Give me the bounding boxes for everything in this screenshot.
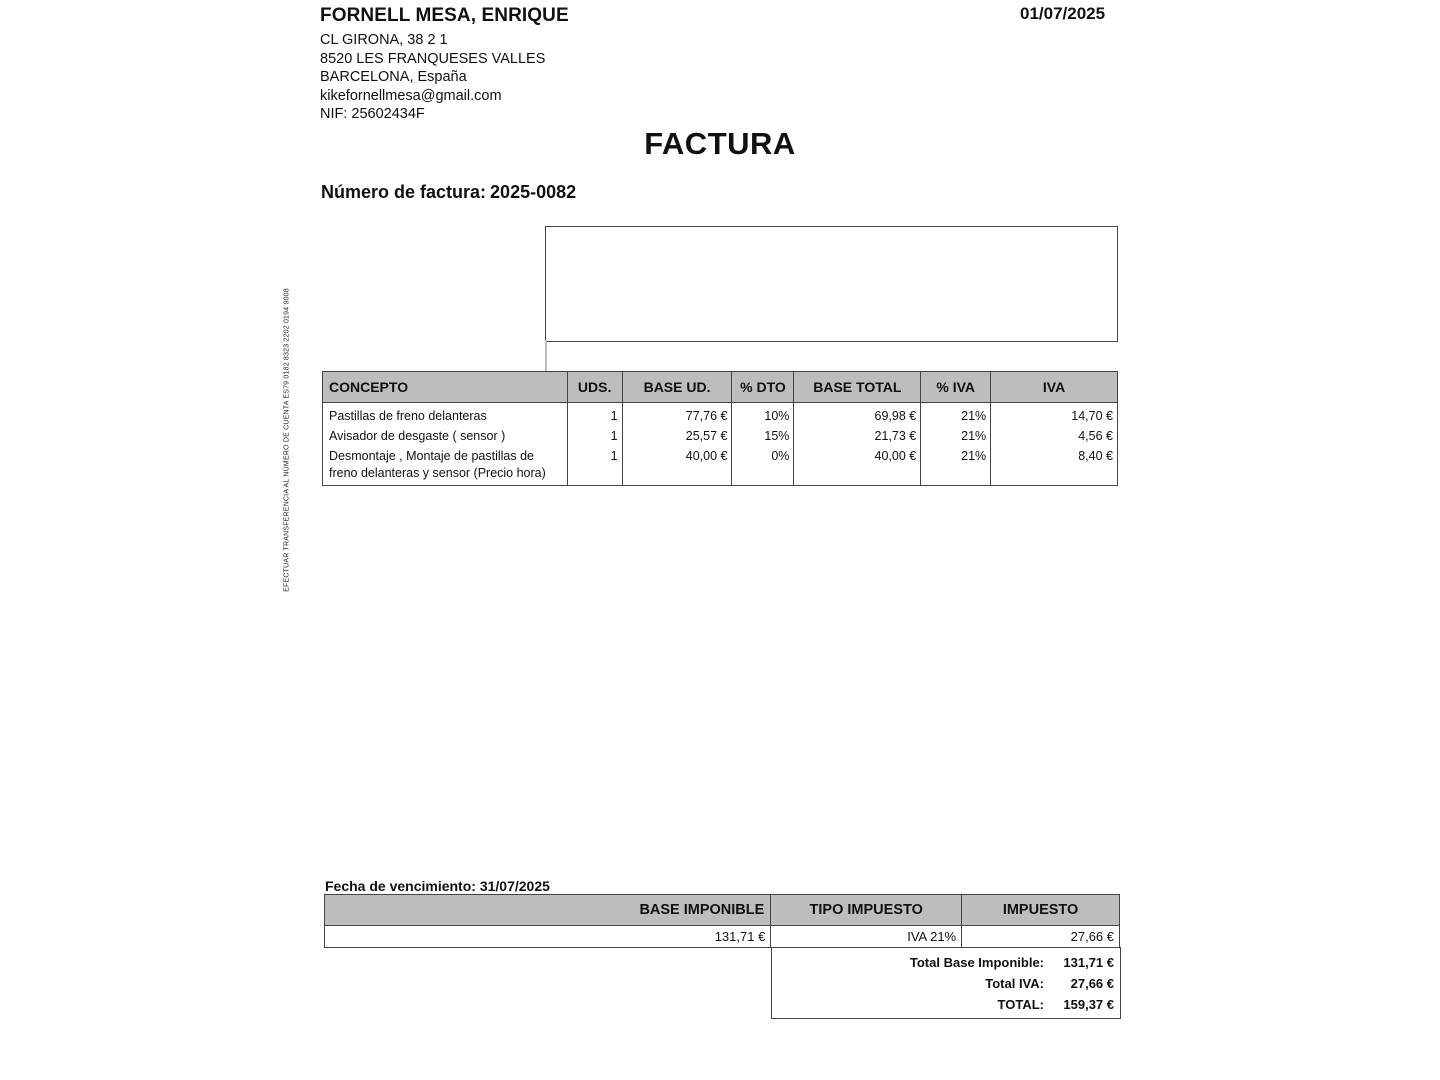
invoice-lines-table <box>322 371 1118 486</box>
header-iva-pct: % IVA <box>921 372 991 403</box>
summary-tipo: IVA 21% <box>771 926 962 948</box>
sender-address-line1: CL GIRONA, 38 2 1 <box>320 32 448 48</box>
sender-email: kikefornellmesa@gmail.com <box>320 87 502 104</box>
cell-dto: 15% <box>732 425 794 445</box>
table-row <box>323 403 1118 426</box>
grand-total-value: 159,37 € <box>1063 997 1114 1012</box>
cell-iva: 8,40 € <box>991 445 1118 486</box>
cell-uds: 1 <box>567 425 622 445</box>
summary-header-row <box>325 895 1120 926</box>
invoice-number-value: 2025-0082 <box>490 182 577 202</box>
header-base-imponible: BASE IMPONIBLE <box>325 895 771 926</box>
cell-base-ud: 77,76 € <box>622 403 732 426</box>
cell-base-ud: 40,00 € <box>622 445 732 486</box>
cell-iva-pct: 21% <box>921 425 991 445</box>
invoice-date: 01/07/2025 <box>1020 4 1106 23</box>
cell-dto: 0% <box>732 445 794 486</box>
sender-address-line2: 8520 LES FRANQUESES VALLES <box>320 50 546 67</box>
cell-uds: 1 <box>567 445 622 486</box>
total-base-row <box>772 952 1114 973</box>
sender-name: FORNELL MESA, ENRIQUE <box>320 5 569 26</box>
summary-row <box>325 926 1120 948</box>
grand-total-row <box>772 994 1114 1015</box>
client-address-box <box>545 226 1118 342</box>
header-uds: UDS. <box>567 372 622 403</box>
total-base-label: Total Base Imponible: <box>909 955 1044 970</box>
header-impuesto: IMPUESTO <box>962 895 1120 926</box>
total-iva-value: 27,66 € <box>1070 976 1114 991</box>
header-dto: % DTO <box>732 372 794 403</box>
cell-dto: 10% <box>732 403 794 426</box>
sender-block <box>320 6 569 124</box>
header-base-total: BASE TOTAL <box>794 372 921 403</box>
bank-transfer-note: EFECTUAR TRANSFERENCIA AL NÚMERO DE CUENTA ES79 0182 8323 2202 0194 9008 <box>283 288 291 592</box>
cell-concepto: Desmontaje , Montaje de pastillas de freno delanteras y sensor (Precio hora) <box>323 445 568 486</box>
totals-box <box>771 947 1121 1019</box>
total-iva-row <box>772 973 1114 994</box>
cell-base-ud: 25,57 € <box>622 425 732 445</box>
cell-base-total: 40,00 € <box>794 445 921 486</box>
cell-base-total: 69,98 € <box>794 403 921 426</box>
total-iva-label: Total IVA: <box>985 976 1044 991</box>
tax-summary-table <box>324 894 1120 948</box>
header-base-ud: BASE UD. <box>622 372 732 403</box>
summary-impuesto: 27,66 € <box>962 926 1120 948</box>
header-tipo-impuesto: TIPO IMPUESTO <box>771 895 962 926</box>
invoice-number-label: Número de factura: <box>321 182 487 202</box>
total-base-value: 131,71 € <box>1063 955 1114 970</box>
cell-concepto: Pastillas de freno delanteras <box>323 403 568 426</box>
cell-iva: 4,56 € <box>991 425 1118 445</box>
sender-address-line3: BARCELONA, España <box>320 69 467 86</box>
summary-base: 131,71 € <box>325 926 771 948</box>
client-box-divider <box>545 340 547 372</box>
header-iva: IVA <box>991 372 1118 403</box>
table-header-row <box>323 372 1118 403</box>
table-row <box>323 425 1118 445</box>
cell-iva: 14,70 € <box>991 403 1118 426</box>
cell-concepto: Avisador de desgaste ( sensor ) <box>323 425 568 445</box>
cell-uds: 1 <box>567 403 622 426</box>
cell-iva-pct: 21% <box>921 403 991 426</box>
cell-base-total: 21,73 € <box>794 425 921 445</box>
sender-nif: NIF: 25602434F <box>320 106 425 123</box>
document-title: FACTURA <box>644 126 796 161</box>
due-date: Fecha de vencimiento: 31/07/2025 <box>325 878 550 894</box>
invoice-number <box>321 182 576 203</box>
cell-iva-pct: 21% <box>921 445 991 486</box>
table-row <box>323 445 1118 486</box>
grand-total-label: TOTAL: <box>997 997 1044 1012</box>
header-concepto: CONCEPTO <box>323 372 568 403</box>
